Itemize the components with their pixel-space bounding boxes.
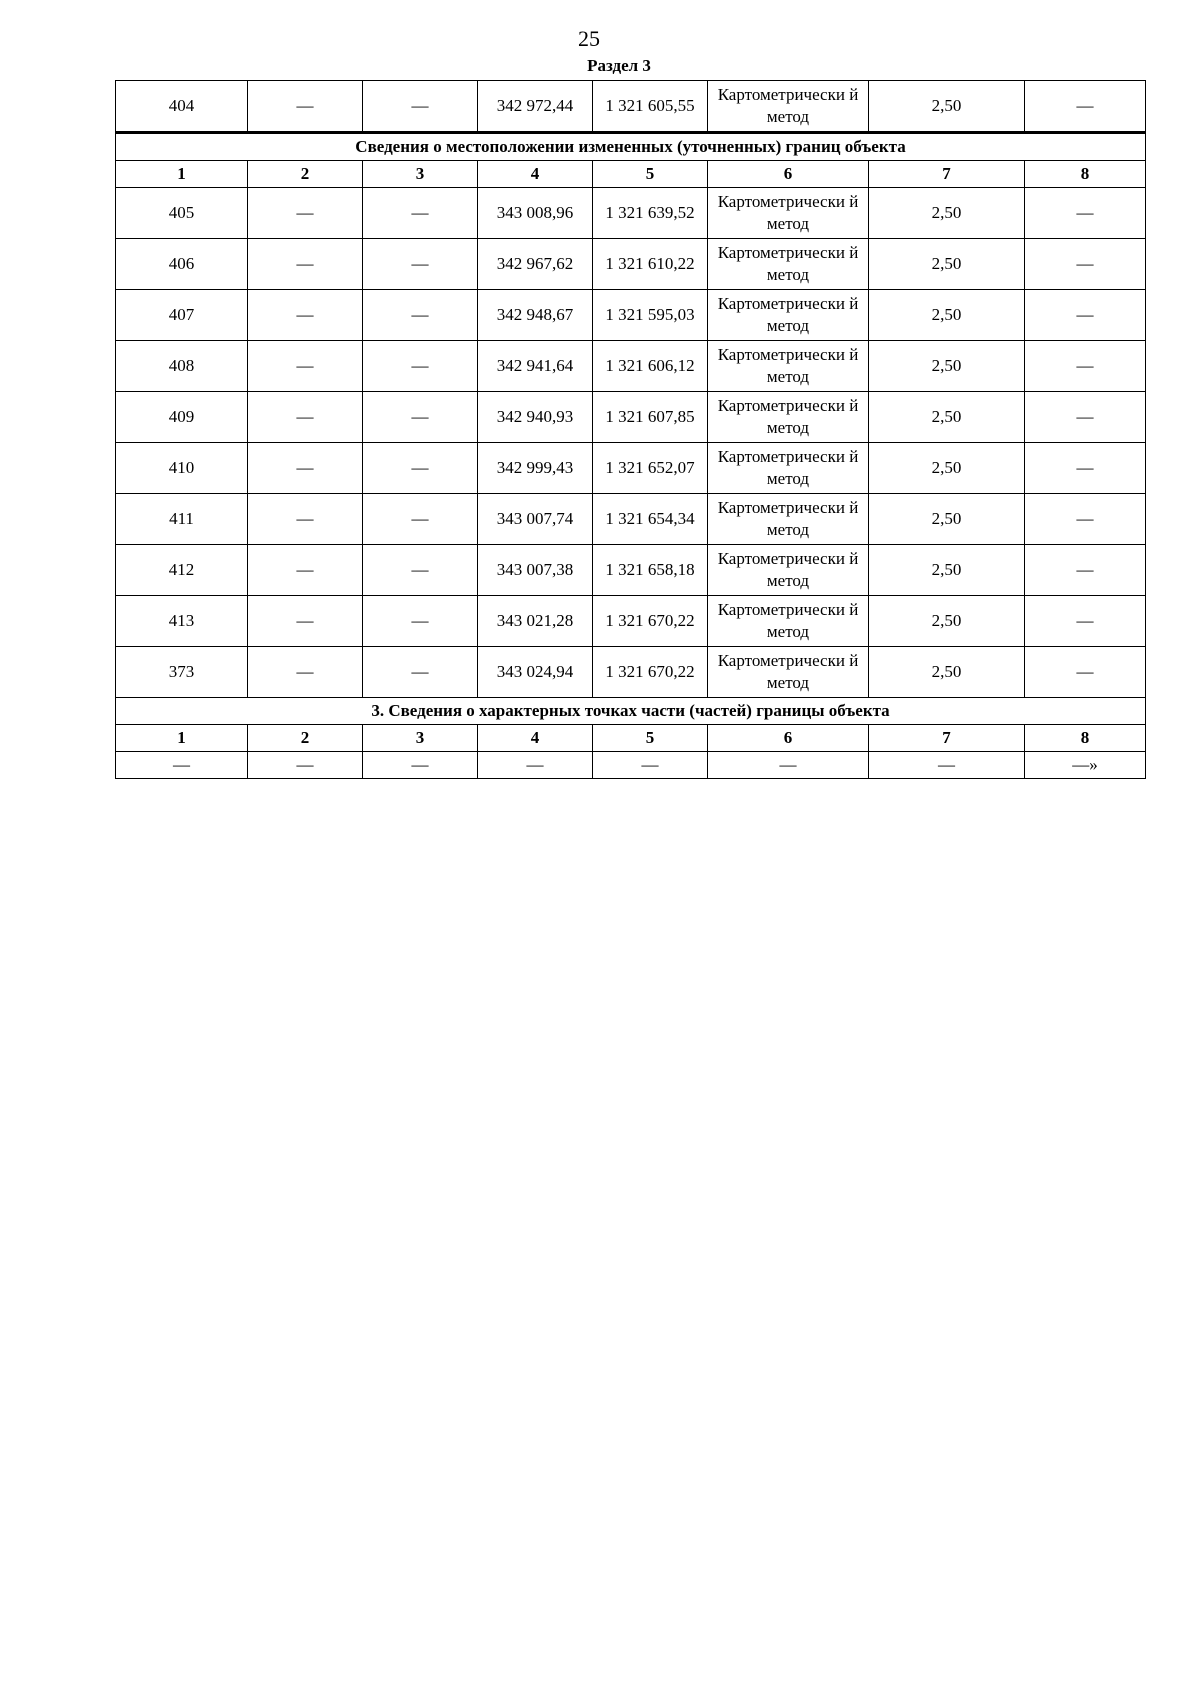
subsection-title: 3. Сведения о характерных точках части (частей) границы объекта <box>116 698 1146 725</box>
accuracy-cell: 2,50 <box>869 596 1025 647</box>
column-number: 1 <box>116 725 248 752</box>
y-coordinate-cell: 1 321 658,18 <box>593 545 708 596</box>
coordinates-table <box>115 80 1146 779</box>
x-coordinate-cell: 343 024,94 <box>478 647 593 698</box>
table-row <box>116 290 1146 341</box>
accuracy-cell: 2,50 <box>869 239 1025 290</box>
table-row <box>116 596 1146 647</box>
column-number: 5 <box>593 725 708 752</box>
point-number-cell: 413 <box>116 596 248 647</box>
accuracy-cell: 2,50 <box>869 443 1025 494</box>
column-number: 2 <box>248 161 363 188</box>
table-cell: — <box>1025 596 1146 647</box>
method-cell: Картометрически й метод <box>708 81 869 133</box>
table-cell: — <box>1025 341 1146 392</box>
method-cell: Картометрически й метод <box>708 494 869 545</box>
method-cell: Картометрически й метод <box>708 647 869 698</box>
column-number: 3 <box>363 725 478 752</box>
table-cell: — <box>248 392 363 443</box>
y-coordinate-cell: 1 321 607,85 <box>593 392 708 443</box>
column-number: 5 <box>593 161 708 188</box>
table-row <box>116 647 1146 698</box>
point-number-cell: 407 <box>116 290 248 341</box>
y-coordinate-cell: 1 321 595,03 <box>593 290 708 341</box>
table-cell: — <box>1025 647 1146 698</box>
column-number: 6 <box>708 161 869 188</box>
table-cell: — <box>869 752 1025 779</box>
table-cell: — <box>1025 392 1146 443</box>
accuracy-cell: 2,50 <box>869 494 1025 545</box>
table-cell: — <box>248 494 363 545</box>
table-cell: — <box>1025 443 1146 494</box>
column-number: 2 <box>248 725 363 752</box>
table-cell: — <box>363 752 478 779</box>
column-number: 7 <box>869 725 1025 752</box>
table-row <box>116 239 1146 290</box>
x-coordinate-cell: 342 967,62 <box>478 239 593 290</box>
data-rows <box>116 188 1146 698</box>
column-number: 7 <box>869 161 1025 188</box>
x-coordinate-cell: 342 999,43 <box>478 443 593 494</box>
y-coordinate-cell: 1 321 652,07 <box>593 443 708 494</box>
table-cell: — <box>363 239 478 290</box>
point-number-cell: 411 <box>116 494 248 545</box>
table-cell: — <box>363 81 478 133</box>
method-cell: Картометрически й метод <box>708 290 869 341</box>
y-coordinate-cell: 1 321 605,55 <box>593 81 708 133</box>
table-cell: — <box>248 647 363 698</box>
column-number: 6 <box>708 725 869 752</box>
x-coordinate-cell: 342 941,64 <box>478 341 593 392</box>
table-cell: — <box>363 494 478 545</box>
table-cell: — <box>1025 494 1146 545</box>
column-number: 8 <box>1025 725 1146 752</box>
table-cell: — <box>478 752 593 779</box>
method-cell: Картометрически й метод <box>708 443 869 494</box>
point-number-cell: 404 <box>116 81 248 133</box>
point-number-cell: 409 <box>116 392 248 443</box>
table-row <box>116 188 1146 239</box>
x-coordinate-cell: 342 948,67 <box>478 290 593 341</box>
table-cell: — <box>248 188 363 239</box>
column-number-row <box>116 725 1146 752</box>
x-coordinate-cell: 342 972,44 <box>478 81 593 133</box>
method-cell: Картометрически й метод <box>708 239 869 290</box>
point-number-cell: 405 <box>116 188 248 239</box>
table-cell: — <box>1025 239 1146 290</box>
method-cell: Картометрически й метод <box>708 392 869 443</box>
table-cell: — <box>363 443 478 494</box>
column-number: 1 <box>116 161 248 188</box>
x-coordinate-cell: 343 007,74 <box>478 494 593 545</box>
point-number-cell: 412 <box>116 545 248 596</box>
y-coordinate-cell: 1 321 654,34 <box>593 494 708 545</box>
accuracy-cell: 2,50 <box>869 81 1025 133</box>
table-cell: — <box>363 647 478 698</box>
subsection-heading-row <box>116 698 1146 725</box>
x-coordinate-cell: 343 008,96 <box>478 188 593 239</box>
section-title: Раздел 3 <box>587 56 651 75</box>
table-cell: — <box>248 341 363 392</box>
table-cell: — <box>1025 81 1146 133</box>
y-coordinate-cell: 1 321 670,22 <box>593 647 708 698</box>
table-cell: — <box>363 188 478 239</box>
x-coordinate-cell: 342 940,93 <box>478 392 593 443</box>
x-coordinate-cell: 343 007,38 <box>478 545 593 596</box>
table-row <box>116 392 1146 443</box>
method-cell: Картометрически й метод <box>708 596 869 647</box>
method-cell: Картометрически й метод <box>708 341 869 392</box>
point-number-cell: 410 <box>116 443 248 494</box>
column-number: 4 <box>478 161 593 188</box>
table-cell: — <box>1025 188 1146 239</box>
table-cell: — <box>363 596 478 647</box>
accuracy-cell: 2,50 <box>869 290 1025 341</box>
y-coordinate-cell: 1 321 610,22 <box>593 239 708 290</box>
table-cell: — <box>593 752 708 779</box>
table-cell: — <box>248 290 363 341</box>
subsection-heading-row <box>116 133 1146 161</box>
table-cell: — <box>248 443 363 494</box>
table-cell: — <box>1025 290 1146 341</box>
column-number: 3 <box>363 161 478 188</box>
table-row <box>116 545 1146 596</box>
table-cell: — <box>248 239 363 290</box>
column-number: 4 <box>478 725 593 752</box>
table-cell: — <box>116 752 248 779</box>
accuracy-cell: 2,50 <box>869 647 1025 698</box>
method-cell: Картометрически й метод <box>708 545 869 596</box>
table-cell: — <box>363 341 478 392</box>
column-number: 8 <box>1025 161 1146 188</box>
table-cell: — <box>363 392 478 443</box>
method-cell: Картометрически й метод <box>708 188 869 239</box>
table-cell: — <box>248 545 363 596</box>
accuracy-cell: 2,50 <box>869 392 1025 443</box>
point-number-cell: 373 <box>116 647 248 698</box>
table-cell: — <box>363 290 478 341</box>
subsection-title: Сведения о местоположении измененных (уточненных) границ объекта <box>116 133 1146 161</box>
table-row <box>116 81 1146 133</box>
y-coordinate-cell: 1 321 670,22 <box>593 596 708 647</box>
column-number-row <box>116 161 1146 188</box>
table-cell: — <box>248 752 363 779</box>
table-cell: — <box>1025 545 1146 596</box>
x-coordinate-cell: 343 021,28 <box>478 596 593 647</box>
table-cell: — <box>363 545 478 596</box>
table-row <box>116 752 1146 779</box>
point-number-cell: 408 <box>116 341 248 392</box>
accuracy-cell: 2,50 <box>869 188 1025 239</box>
table-row <box>116 443 1146 494</box>
table-cell: — <box>248 596 363 647</box>
table-row <box>116 341 1146 392</box>
table-cell: — <box>248 81 363 133</box>
accuracy-cell: 2,50 <box>869 341 1025 392</box>
table-cell: — <box>708 752 869 779</box>
y-coordinate-cell: 1 321 606,12 <box>593 341 708 392</box>
y-coordinate-cell: 1 321 639,52 <box>593 188 708 239</box>
page-number: 25 <box>578 26 600 51</box>
point-number-cell: 406 <box>116 239 248 290</box>
table-row <box>116 494 1146 545</box>
table-cell: —» <box>1025 752 1146 779</box>
accuracy-cell: 2,50 <box>869 545 1025 596</box>
